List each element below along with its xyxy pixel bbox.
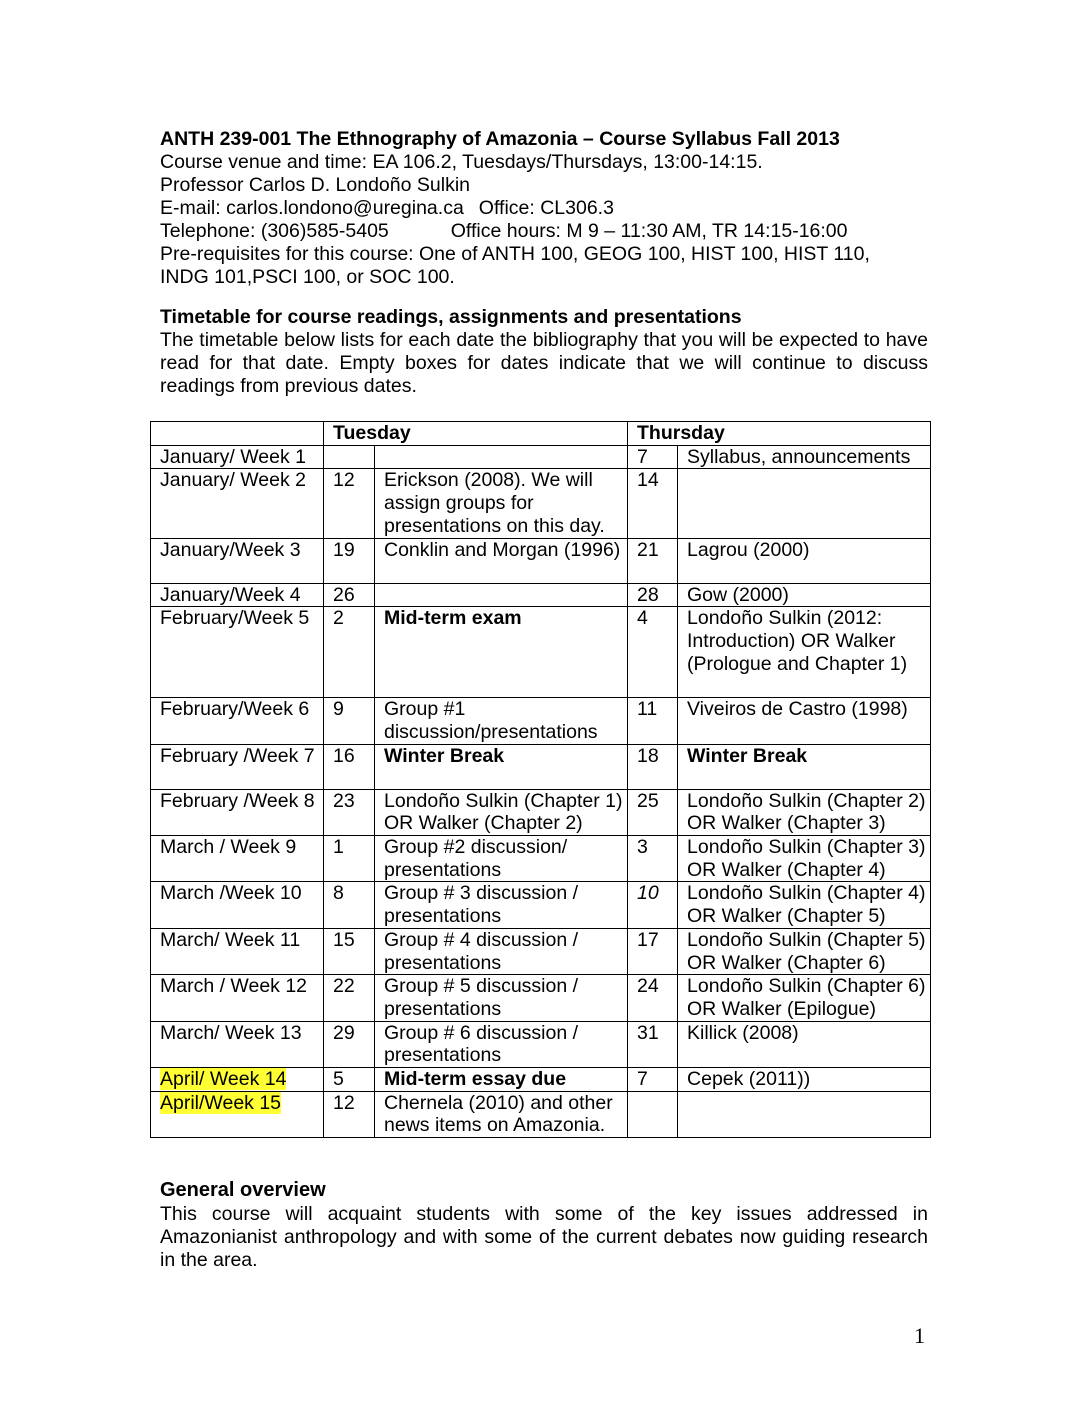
week-cell: March / Week 9 <box>151 836 324 882</box>
timetable <box>150 421 931 1138</box>
table-row <box>151 538 931 583</box>
thursday-reading-cell <box>678 469 931 538</box>
tuesday-reading-cell: Group # 6 discussion / presentations <box>375 1021 628 1067</box>
highlighted-week-label: April/Week 15 <box>160 1091 282 1114</box>
thursday-reading-cell: Cepek (2011)) <box>678 1068 931 1092</box>
table-row <box>151 1068 931 1092</box>
week-cell: January/ Week 1 <box>151 445 324 469</box>
week-cell: January/ Week 2 <box>151 469 324 538</box>
thursday-reading-cell: Londoño Sulkin (2012: Introduction) OR Walker (Prologue and Chapter 1) <box>678 607 931 698</box>
thursday-date-cell: 7 <box>628 445 678 469</box>
tuesday-date-cell: 8 <box>324 882 375 928</box>
week-cell: March /Week 10 <box>151 882 324 928</box>
table-row <box>151 607 931 698</box>
tuesday-reading-cell: Group # 3 discussion / presentations <box>375 882 628 928</box>
tuesday-reading-cell: Conklin and Morgan (1996) <box>375 538 628 583</box>
table-row <box>151 789 931 835</box>
thursday-reading-cell: Lagrou (2000) <box>678 538 931 583</box>
tuesday-date-cell: 15 <box>324 928 375 974</box>
table-row <box>151 928 931 974</box>
table-row <box>151 445 931 469</box>
timetable-heading: Timetable for course readings, assignments and presentations <box>160 306 742 328</box>
table-row <box>151 469 931 538</box>
table-row <box>151 744 931 789</box>
tuesday-date-cell: 1 <box>324 836 375 882</box>
thursday-reading-cell: Killick (2008) <box>678 1021 931 1067</box>
highlighted-week-label: April/ Week 14 <box>160 1068 287 1091</box>
week-cell: February/Week 5 <box>151 607 324 698</box>
thursday-date-cell: 17 <box>628 928 678 974</box>
professor-name: Professor Carlos D. Londoño Sulkin <box>160 174 470 196</box>
thursday-date-cell: 4 <box>628 607 678 698</box>
timetable-description: The timetable below lists for each date the bibliography that you will be expected to have read for that date. Empty boxes for dates indicate that we will continue to discuss readings from previous dates. <box>160 329 928 397</box>
tuesday-reading-cell: Group #2 discussion/ presentations <box>375 836 628 882</box>
tuesday-header: Tuesday <box>324 422 628 446</box>
table-row <box>151 836 931 882</box>
thursday-reading-cell: Gow (2000) <box>678 583 931 607</box>
contact-line <box>160 197 940 220</box>
page-number: 1 <box>914 1323 925 1348</box>
telephone-text: Telephone: (306)585-5405 <box>160 220 389 242</box>
thursday-date-cell: 21 <box>628 538 678 583</box>
week-cell: January/Week 3 <box>151 538 324 583</box>
thursday-reading-cell: Winter Break <box>678 744 931 789</box>
thursday-date-cell <box>628 1091 678 1137</box>
thursday-reading-cell: Londoño Sulkin (Chapter 2) OR Walker (Chapter 3) <box>678 789 931 835</box>
week-cell: March / Week 12 <box>151 975 324 1021</box>
tuesday-reading-cell: Group # 5 discussion / presentations <box>375 975 628 1021</box>
thursday-reading-cell <box>678 1091 931 1137</box>
table-row <box>151 583 931 607</box>
thursday-date-cell: 31 <box>628 1021 678 1067</box>
tuesday-date-cell <box>324 445 375 469</box>
thursday-reading-cell: Viveiros de Castro (1998) <box>678 698 931 744</box>
thursday-date-cell: 28 <box>628 583 678 607</box>
prerequisites-line-1: Pre-requisites for this course: One of ANTH 100, GEOG 100, HIST 100, HIST 110, <box>160 243 870 265</box>
thursday-date-cell: 3 <box>628 836 678 882</box>
tuesday-date-cell: 5 <box>324 1068 375 1092</box>
thursday-header: Thursday <box>628 422 931 446</box>
course-venue: Course venue and time: EA 106.2, Tuesdays/Thursdays, 13:00-14:15. <box>160 151 763 173</box>
email-text: E-mail: carlos.londono@uregina.ca <box>160 197 464 219</box>
tuesday-date-cell: 29 <box>324 1021 375 1067</box>
week-cell <box>151 1091 324 1137</box>
week-header-cell <box>151 422 324 446</box>
thursday-reading-cell: Londoño Sulkin (Chapter 4) OR Walker (Chapter 5) <box>678 882 931 928</box>
tuesday-date-cell: 2 <box>324 607 375 698</box>
tuesday-date-cell: 16 <box>324 744 375 789</box>
tuesday-date-cell: 26 <box>324 583 375 607</box>
course-title: ANTH 239-001 The Ethnography of Amazonia – Course Syllabus Fall 2013 <box>160 128 840 150</box>
week-cell: February /Week 8 <box>151 789 324 835</box>
office-text: Office: CL306.3 <box>478 197 614 219</box>
tuesday-date-cell: 12 <box>324 469 375 538</box>
overview-text: This course will acquaint students with some of the key issues addressed in Amazonianist anthropology and with some of the current debates now guiding research in the area. <box>160 1203 928 1271</box>
office-hours-text: Office hours: M 9 – 11:30 AM, TR 14:15-16:00 <box>450 220 848 242</box>
tuesday-reading-cell: Mid-term essay due <box>375 1068 628 1092</box>
thursday-date-cell: 7 <box>628 1068 678 1092</box>
thursday-reading-cell: Syllabus, announcements <box>678 445 931 469</box>
prerequisites-line-2: INDG 101,PSCI 100, or SOC 100. <box>160 266 455 288</box>
course-header <box>160 128 940 289</box>
week-cell: March/ Week 11 <box>151 928 324 974</box>
thursday-date-cell: 10 <box>628 882 678 928</box>
thursday-date-cell: 25 <box>628 789 678 835</box>
week-cell: February /Week 7 <box>151 744 324 789</box>
thursday-date-cell: 24 <box>628 975 678 1021</box>
tuesday-reading-cell <box>375 445 628 469</box>
week-cell: March/ Week 13 <box>151 1021 324 1067</box>
tuesday-reading-cell: Chernela (2010) and other news items on Amazonia. <box>375 1091 628 1137</box>
week-cell: February/Week 6 <box>151 698 324 744</box>
thursday-reading-cell: Londoño Sulkin (Chapter 5) OR Walker (Chapter 6) <box>678 928 931 974</box>
table-row <box>151 1091 931 1137</box>
tuesday-reading-cell: Group #1 discussion/presentations <box>375 698 628 744</box>
tuesday-date-cell: 19 <box>324 538 375 583</box>
overview-heading: General overview <box>160 1179 326 1201</box>
tuesday-reading-cell: Londoño Sulkin (Chapter 1) OR Walker (Chapter 2) <box>375 789 628 835</box>
tuesday-reading-cell: Group # 4 discussion / presentations <box>375 928 628 974</box>
tuesday-date-cell: 9 <box>324 698 375 744</box>
thursday-date-cell: 14 <box>628 469 678 538</box>
tuesday-date-cell: 12 <box>324 1091 375 1137</box>
tuesday-reading-cell <box>375 583 628 607</box>
thursday-date-cell: 11 <box>628 698 678 744</box>
thursday-reading-cell: Londoño Sulkin (Chapter 3) OR Walker (Chapter 4) <box>678 836 931 882</box>
week-cell: January/Week 4 <box>151 583 324 607</box>
table-row <box>151 698 931 744</box>
table-header-row <box>151 422 931 446</box>
tuesday-date-cell: 22 <box>324 975 375 1021</box>
thursday-date-cell: 18 <box>628 744 678 789</box>
tuesday-reading-cell: Erickson (2008). We will assign groups for presentations on this day. <box>375 469 628 538</box>
tuesday-reading-cell: Winter Break <box>375 744 628 789</box>
tuesday-date-cell: 23 <box>324 789 375 835</box>
week-cell <box>151 1068 324 1092</box>
table-row <box>151 975 931 1021</box>
tuesday-reading-cell: Mid-term exam <box>375 607 628 698</box>
phone-line <box>160 220 940 243</box>
table-row <box>151 882 931 928</box>
thursday-reading-cell: Londoño Sulkin (Chapter 6) OR Walker (Epilogue) <box>678 975 931 1021</box>
table-row <box>151 1021 931 1067</box>
